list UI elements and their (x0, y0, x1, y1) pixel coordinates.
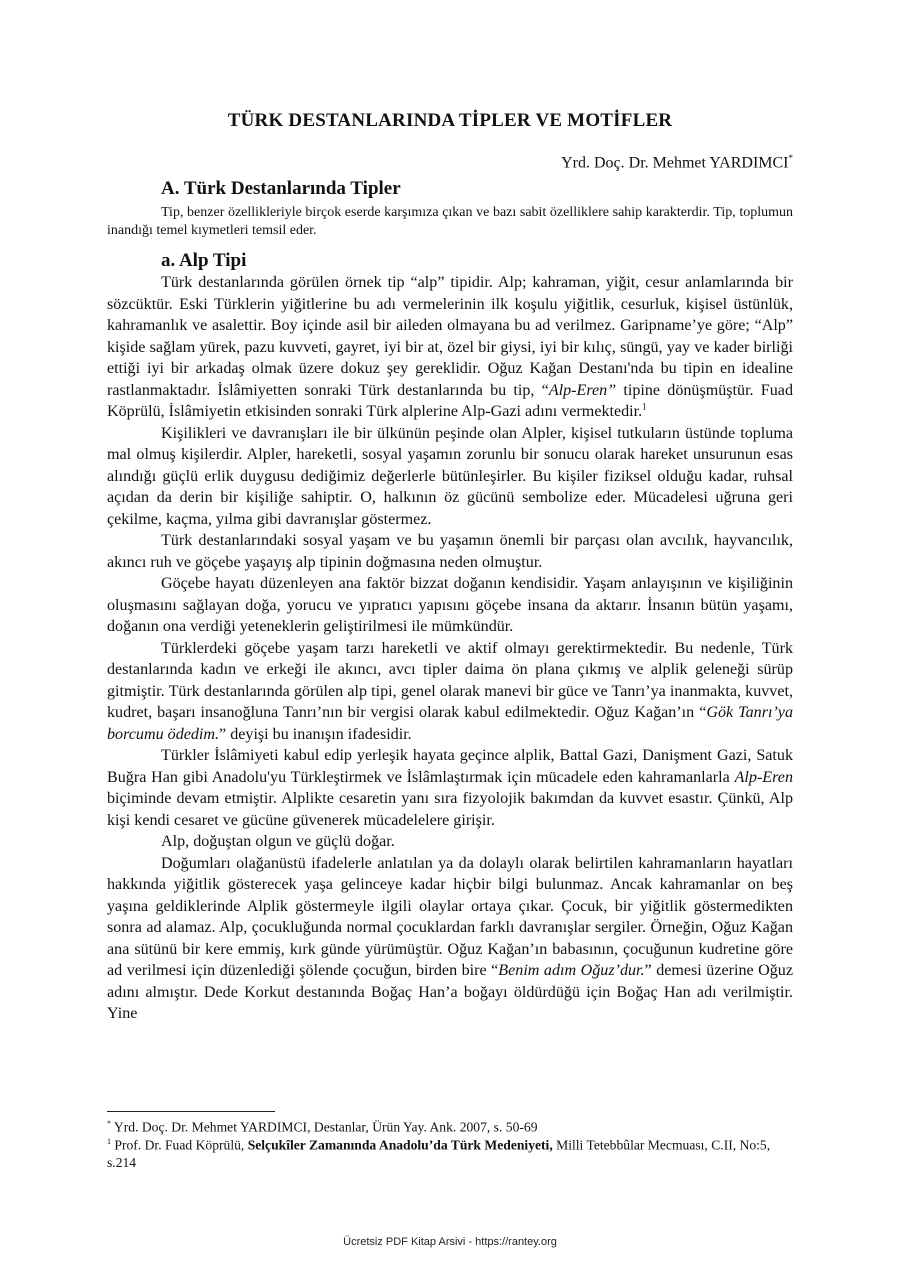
paragraph-8-text-a: Doğumları olağanüstü ifadelerle anlatılan ya da dolaylı olarak belirtilen kahramanların hayatları hakkında yiğitlik gösterecek yaşa gelinceye kadar hiçbir bilgi bulunmaz. Ancak kahramanlar on beş yaşına geldiklerinde Alplik göstermeyle ilgili olaylar ortaya çıkar. Çocuk, bir yiğitlik göstermedikten sonra ad alamaz. Alp, çocukluğunda normal çocuklardan farklı davranışlar sergiler. Örneğin, Oğuz Kağan ana sütünü bir kere emmiş, kırk günde yürümüştür. Oğuz Kağan’ın babasının, çocuğunun kudretine göre ad verilmesi için düzenlediği şölende çocuğun, birden bire “ (107, 854, 793, 979)
footnote-divider (107, 1111, 275, 1112)
paragraph-2: Kişilikleri ve davranışları ile bir ülkünün peşinde olan Alpler, kişisel tutkuların üstünde topluma mal olmuş kişilerdir. Alpler, hareketli, sosyal yaşamın zorunlu bir sonucu olarak hareket unsurunun esas alındığı güçlü erlik duygusu dediğimiz değerlerle bütünleşirler. Bu kişiler fiziksel olduğu kadar, ruhsal açıdan da derin bir kişiliğe sahiptir. O, halkının öz gücünü sembolize eder. Mücadelesi uğruna geri çekilme, kaçma, yılma gibi davranışlar göstermez. (107, 424, 793, 528)
footnote-star-text: Yrd. Doç. Dr. Mehmet YARDIMCI, Destanlar, Ürün Yay. Ank. 2007, s. 50-69 (111, 1119, 538, 1135)
paragraph-5-text-a: Türklerdeki göçebe yaşam tarzı hareketli ve aktif olmayı gerektirmektedir. Bu nedenle, Türk destanlarında kadın ve erkeği ile akıncı, avcı tipler daima ön plana çıkmış ve alplik geleneği sürüp gitmiştir. Türk destanlarında görülen alp tipi, genel olarak manevi bir güce ve Tanrı’ya inanmakta, kuvvet, kudret, başarı insanoğluna Tanrı’nın bir vergisi olarak kabul edilmektedir. Oğuz Kağan’ın “ (107, 639, 793, 721)
paragraph-1-italic: Alp-Eren” (548, 381, 617, 399)
footnote-1-text-b: Milli Tetebbûlar Mecmuası, C.II, No:5, s.214 (107, 1137, 771, 1171)
paragraph-1-text-a: Türk destanlarında görülen örnek tip “alp” tipidir. Alp; kahraman, yiğit, cesur anlamlarında bir sözcüktür. Eski Türklerin yiğitlerine bu adı vermelerinin ilk koşulu yiğitlik, cesurluk, kişisel üstünlük, kahramanlık ve asalettir. Boy içinde asil bir aileden olmayana bu ad verilmez. Garipname’ye göre; “Alp” kişide sağlam yürek, pazu kuvveti, gayret, iyi bir at, özel bir giysi, iyi bir kılıç, süngü, yay ve kader birliği ettiği iyi bir arkadaş olmak üzere dokuz şey gereklidir. Oğuz Kağan Destanı'nda bu tipin en idealine rastlanmaktadır. İslâmiyetten sonraki Türk destanlarında bu tip, “ (107, 274, 793, 399)
paragraph-3: Türk destanlarındaki sosyal yaşam ve bu yaşamın önemli bir parçası olan avcılık, hayvancılık, akıncı ruh ve göçebe yaşayış alp tipinin doğmasına neden olmuştur. (107, 532, 793, 571)
paragraph-5-italic: Gök Tanrı’ya borcumu ödedim. (107, 704, 793, 743)
author-name: Yrd. Doç. Dr. Mehmet YARDIMCI (561, 154, 789, 172)
paragraph-6-italic: Alp-Eren (734, 768, 793, 786)
alp-body (107, 272, 793, 1025)
paragraph-5-text-b: ” deyişi bu inanışın ifadesidir. (219, 725, 412, 743)
paragraph-1-text-b: tipine dönüşmüştür. Fuad Köprülü, İslâmiyetin etkisinden sonraki Türk alplerine Alp-Gazi adını vermektedir. (107, 381, 793, 420)
footnote-1-text-a: Prof. Dr. Fuad Köprülü, (111, 1137, 248, 1153)
paragraph-8-text-b: ” demesi üzerine Oğuz adını almıştır. Dede Korkut destanında Boğaç Han’a boğayı öldürdüğü için Boğaç Han adı verilmiştir. Yine (107, 962, 793, 1022)
footnote-1-mark: 1 (107, 1137, 111, 1146)
footnote-1-bold: Selçukîler Zamanında Anadolu’da Türk Medeniyeti, (247, 1137, 553, 1153)
paragraph-4: Göçebe hayatı düzenleyen ana faktör bizzat doğanın kendisidir. Yaşam anlayışının ve kişiliğinin oluşmasını sağlayan doğa, yorucu ve yıpratıcı yapısını göçebe insana da aktarır. İnsanın bütün yaşamı, doğanın ona verdiği yeteneklerin geliştirilmesi ile mümkündür. (107, 575, 793, 635)
paragraph-5 (107, 638, 793, 746)
document-title: TÜRK DESTANLARINDA TİPLER VE MOTİFLER (227, 110, 673, 131)
paragraph-1 (107, 272, 793, 423)
section-a-heading: A. Türk Destanlarında Tipler (161, 178, 401, 199)
page-footer: Ücretsiz PDF Kitap Arsivi - https://rantey.org (343, 1236, 557, 1248)
footnote-star-mark: * (107, 1119, 111, 1128)
paragraph-7: Alp, doğuştan olgun ve güçlü doğar. (161, 833, 395, 850)
paragraph-6-text-b: biçiminde devam etmiştir. Alplikte cesaretin yanı sıra fizyolojik bakımdan da kuvvet esastır. Çünkü, Alp kişi kendi cesaret ve gücüne güvenerek mücadelelere girişir. (107, 790, 793, 829)
footnote-1 (107, 1133, 797, 1172)
paragraph-8-italic: Benim adım Oğuz’dur. (498, 962, 645, 979)
paragraph-6 (107, 745, 793, 831)
footnote-ref-1: 1 (642, 401, 647, 412)
section-a-intro-block (107, 204, 793, 240)
alp-heading: a. Alp Tipi (161, 250, 247, 271)
author-footnote-mark: * (788, 153, 793, 163)
author-line (561, 153, 793, 172)
paragraph-8 (107, 853, 793, 1025)
section-a-intro: Tip, benzer özellikleriyle birçok eserde karşımıza çıkan ve bazı sabit özelliklere sahip karakterdir. Tip, toplumun inandığı temel kıymetleri temsil eder. (107, 205, 793, 238)
paragraph-6-text-a: Türkler İslâmiyeti kabul edip yerleşik hayata geçince alplik, Battal Gazi, Danişment Gazi, Satuk Buğra Han gibi Anadolu'yu Türkleştirmek ve İslâmlaştırmak için mücadele eden kahramanlarla (107, 747, 793, 786)
